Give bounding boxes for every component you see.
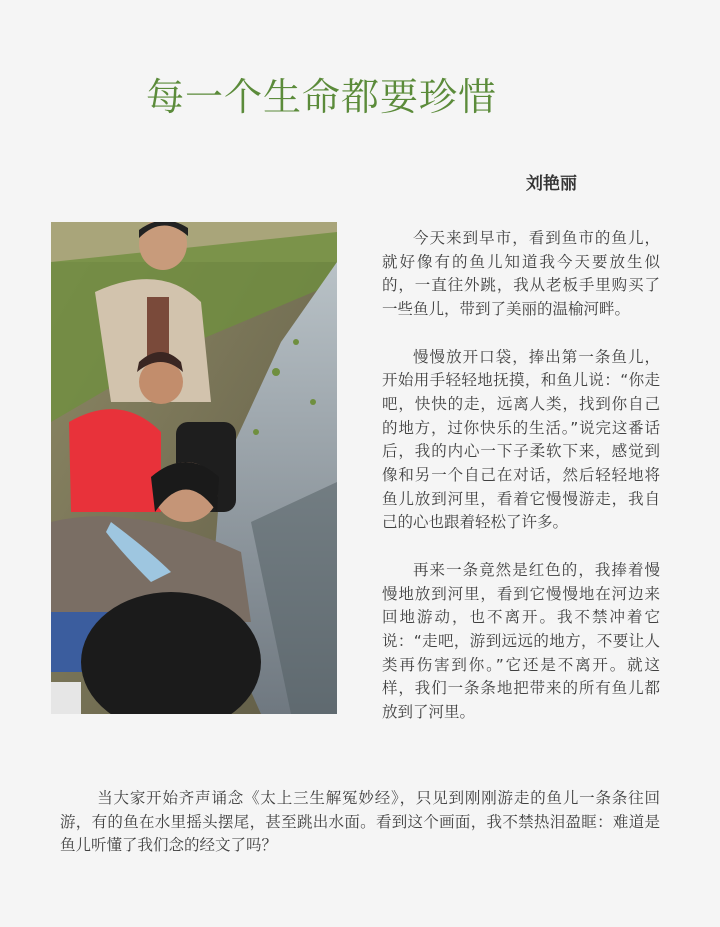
riverside-photo-illustration bbox=[51, 222, 337, 714]
riverside-photo bbox=[51, 222, 337, 714]
body-paragraph-3: 再来一条竟然是红色的，我捧着慢慢地放到河里，看到它慢慢地在河边来回地游动，也不离开。我不禁冲着它说：“走吧，游到远远的地方，不要让人类再伤害到你。”它还是不离开。就这样，我们一条条地把带来的所有鱼儿都放到了河里。 bbox=[382, 560, 660, 722]
article-author: 刘艳丽 bbox=[526, 174, 577, 194]
body-paragraph-2: 慢慢放开口袋，捧出第一条鱼儿，开始用手轻轻地抚摸，和鱼儿说：“你走吧，快快的走，远离人类，找到你自己的地方，过你快乐的生活。”说完这番话后，我的内心一下子柔软下来，感觉到像和另一个自己在对话，然后轻轻地将鱼儿放到河里，看着它慢慢游走，我自己的心也跟着轻松了许多。 bbox=[382, 347, 660, 532]
closing-paragraph: 当大家开始齐声诵念《太上三生解冤妙经》，只见到刚刚游走的鱼儿一条条往回游，有的鱼在水里摇头摆尾，甚至跳出水面。看到这个画面，我不禁热泪盈眶：难道是鱼儿听懂了我们念的经文了吗？ bbox=[60, 789, 660, 854]
article-title: 每一个生命都要珍惜 bbox=[146, 75, 498, 119]
body-paragraph-1: 今天来到早市，看到鱼市的鱼儿，就好像有的鱼儿知道我今天要放生似的，一直往外跳，我从老板手里购买了一些鱼儿，带到了美丽的温榆河畔。 bbox=[382, 229, 660, 319]
article-body bbox=[382, 227, 660, 748]
